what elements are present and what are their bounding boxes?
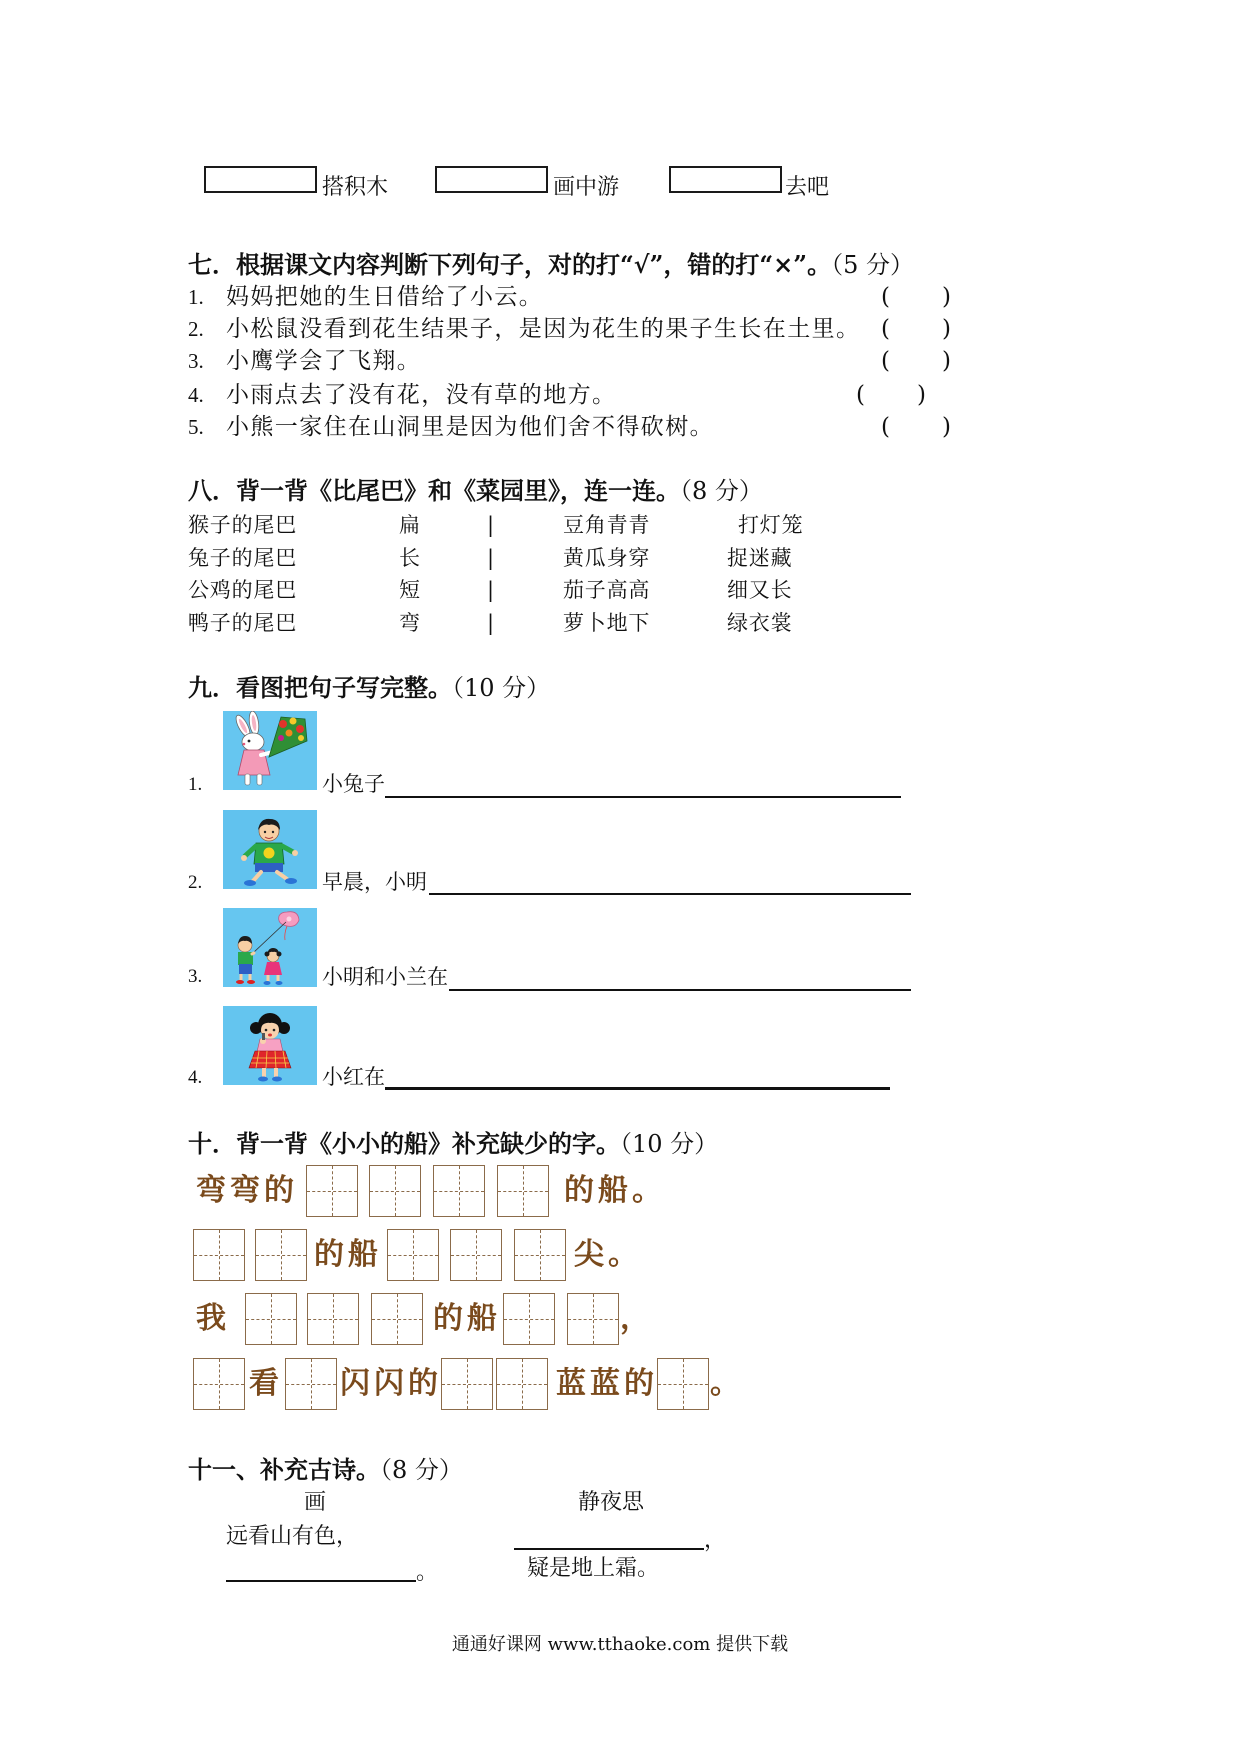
- section-11-heading: [188, 1456, 463, 1484]
- tail-phrase[interactable]: 公鸡的尾巴: [188, 578, 297, 602]
- answer-line[interactable]: [429, 893, 911, 895]
- question-number: 1.: [188, 774, 203, 795]
- character-grid-box[interactable]: [387, 1229, 439, 1281]
- poem-title: 画: [304, 1490, 327, 1515]
- question-number: 2.: [188, 317, 204, 341]
- character-grid-box[interactable]: [441, 1358, 493, 1410]
- question-number: 4.: [188, 383, 204, 407]
- poem-grid-row: [0, 1165, 1240, 1217]
- poem-fragment: 尖。: [574, 1237, 642, 1272]
- answer-paren-close[interactable]: ): [942, 284, 953, 310]
- section-score: （8 分）: [680, 477, 763, 505]
- vegetable-phrase[interactable]: 萝卜地下: [563, 611, 651, 635]
- poem-blank-line[interactable]: [226, 1580, 416, 1582]
- phrase-label: 画中游: [553, 175, 620, 200]
- character-grid-box[interactable]: [369, 1165, 421, 1217]
- character-grid-box[interactable]: [307, 1293, 359, 1345]
- tail-shape[interactable]: 短: [399, 578, 421, 602]
- column-divider: |: [487, 611, 495, 635]
- poem-fragment: 的船: [433, 1301, 501, 1336]
- boy-running-picture: [223, 810, 317, 889]
- section-10-heading: [188, 1130, 718, 1158]
- section-title: 十．背一背《小小的船》补充缺少的字。: [188, 1129, 620, 1158]
- poem-grid-row: [0, 1293, 1240, 1345]
- column-divider: |: [487, 578, 495, 602]
- poem-line: 疑是地上霜。: [527, 1556, 660, 1581]
- character-grid-box[interactable]: [193, 1358, 245, 1410]
- statement-text: 小熊一家住在山洞里是因为他们舍不得砍树。: [226, 414, 714, 440]
- tail-phrase[interactable]: 兔子的尾巴: [188, 546, 297, 570]
- statement-text: 小鹰学会了飞翔。: [226, 348, 422, 374]
- answer-paren-close[interactable]: ): [942, 414, 953, 440]
- character-grid-box[interactable]: [193, 1229, 245, 1281]
- tail-shape[interactable]: 弯: [399, 611, 421, 635]
- character-grid-box[interactable]: [497, 1165, 549, 1217]
- answer-paren-open[interactable]: (: [881, 316, 892, 342]
- sentence-prompt: 早晨，小明: [322, 870, 427, 894]
- phrase-label: 搭积木: [322, 175, 389, 200]
- matching-row: [0, 610, 1240, 636]
- character-grid-box[interactable]: [496, 1358, 548, 1410]
- answer-paren-close[interactable]: ): [942, 316, 953, 342]
- statement-item: [0, 413, 1240, 441]
- poem-fragment: 的船: [314, 1237, 382, 1272]
- answer-paren-open[interactable]: (: [881, 284, 892, 310]
- poem-grid-row: [0, 1229, 1240, 1281]
- statement-text: 小松鼠没看到花生结果子，是因为花生的果子生长在土里。: [226, 316, 861, 342]
- answer-box[interactable]: [435, 166, 548, 193]
- answer-paren-close[interactable]: ): [917, 382, 928, 408]
- sentence-prompt: 小明和小兰在: [322, 965, 448, 989]
- poem-line-punctuation: ，: [704, 1528, 727, 1553]
- character-grid-box[interactable]: [514, 1229, 566, 1281]
- poem-fragment: 弯弯的: [196, 1173, 298, 1208]
- page-footer: 通通好课网 www.tthaoke.com 提供下载: [451, 1634, 789, 1655]
- children-flying-kite-picture: [223, 908, 317, 987]
- section-title: 九．看图把句子写完整。: [188, 673, 452, 702]
- vegetable-phrase[interactable]: 茄子高高: [563, 578, 651, 602]
- vegetable-phrase[interactable]: 黄瓜身穿: [563, 546, 651, 570]
- section-score: （8 分）: [380, 1456, 463, 1484]
- answer-paren-open[interactable]: (: [881, 348, 892, 374]
- section-title: 八．背一背《比尾巴》和《菜园里》，连一连。: [188, 476, 680, 505]
- statement-item: [0, 283, 1240, 311]
- column-divider: |: [487, 513, 495, 537]
- poem-fragment: 闪闪的: [340, 1366, 442, 1401]
- vegetable-phrase[interactable]: 豆角青青: [563, 513, 651, 537]
- sentence-prompt: 小红在: [322, 1065, 385, 1089]
- answer-line[interactable]: [385, 1087, 890, 1090]
- vegetable-ending[interactable]: 细又长: [727, 578, 793, 602]
- answer-line[interactable]: [449, 989, 911, 991]
- statement-item: [0, 315, 1240, 343]
- tail-phrase[interactable]: 鸭子的尾巴: [188, 611, 297, 635]
- statement-item: [0, 347, 1240, 375]
- girl-singing-picture: [223, 1006, 317, 1085]
- character-grid-box[interactable]: [245, 1293, 297, 1345]
- answer-line[interactable]: [385, 796, 901, 798]
- rabbit-with-flowers-picture: [223, 711, 317, 790]
- section-title: 十一、补充古诗。: [188, 1455, 380, 1484]
- vegetable-ending[interactable]: 打灯笼: [738, 513, 804, 537]
- character-grid-box[interactable]: [450, 1229, 502, 1281]
- question-number: 2.: [188, 872, 203, 893]
- question-number: 3.: [188, 966, 203, 987]
- section-score: （10 分）: [620, 1130, 719, 1158]
- section-score: （5 分）: [831, 251, 915, 279]
- matching-row: [0, 577, 1240, 603]
- question-number: 3.: [188, 349, 204, 373]
- statement-item: [0, 381, 1240, 409]
- tail-shape[interactable]: 长: [399, 546, 421, 570]
- section-9-heading: [188, 674, 550, 702]
- matching-row: [0, 545, 1240, 571]
- character-grid-box[interactable]: [306, 1165, 358, 1217]
- answer-box[interactable]: [204, 166, 317, 193]
- section-8-heading: [188, 477, 763, 505]
- column-divider: |: [487, 546, 495, 570]
- question-number: 4.: [188, 1067, 203, 1088]
- vegetable-ending[interactable]: 捉迷藏: [727, 546, 793, 570]
- phrase-label: 去吧: [785, 175, 830, 200]
- answer-paren-open[interactable]: (: [856, 382, 867, 408]
- poem-fragment: ，: [620, 1301, 654, 1336]
- poem-fragment: 的船。: [564, 1173, 666, 1208]
- sentence-prompt: 小兔子: [322, 772, 385, 796]
- character-grid-box[interactable]: [503, 1293, 555, 1345]
- tail-shape[interactable]: 扁: [399, 513, 421, 537]
- character-grid-box[interactable]: [255, 1229, 307, 1281]
- character-grid-box[interactable]: [371, 1293, 423, 1345]
- character-grid-box[interactable]: [657, 1358, 709, 1410]
- answer-box[interactable]: [669, 166, 782, 193]
- statement-text: 小雨点去了没有花，没有草的地方。: [226, 382, 617, 408]
- section-7-heading: [188, 251, 914, 279]
- character-grid-box[interactable]: [285, 1358, 337, 1410]
- answer-paren-close[interactable]: ): [942, 348, 953, 374]
- answer-paren-open[interactable]: (: [881, 414, 892, 440]
- character-grid-box[interactable]: [567, 1293, 619, 1345]
- matching-row: [0, 512, 1240, 538]
- question-number: 1.: [188, 285, 204, 309]
- vegetable-ending[interactable]: 绿衣裳: [727, 611, 793, 635]
- character-grid-box[interactable]: [433, 1165, 485, 1217]
- poem-line: 远看山有色，: [226, 1524, 359, 1549]
- tail-phrase[interactable]: 猴子的尾巴: [188, 513, 297, 537]
- section-score: （10 分）: [452, 674, 551, 702]
- poem-fragment: 。: [710, 1366, 744, 1401]
- statement-text: 妈妈把她的生日借给了小云。: [226, 284, 544, 310]
- section-title: 七．根据课文内容判断下列句子，对的打“√”，错的打“×”。: [188, 250, 832, 279]
- poem-blank-line[interactable]: [514, 1548, 704, 1550]
- question-number: 5.: [188, 415, 204, 439]
- poem-fragment: 蓝蓝的: [556, 1366, 658, 1401]
- poem-fragment: 看: [249, 1366, 283, 1401]
- poem-fragment: 我: [196, 1301, 230, 1336]
- poem-grid-row: [0, 1358, 1240, 1410]
- poem-line-punctuation: 。: [416, 1560, 439, 1585]
- poem-title: 静夜思: [578, 1490, 645, 1515]
